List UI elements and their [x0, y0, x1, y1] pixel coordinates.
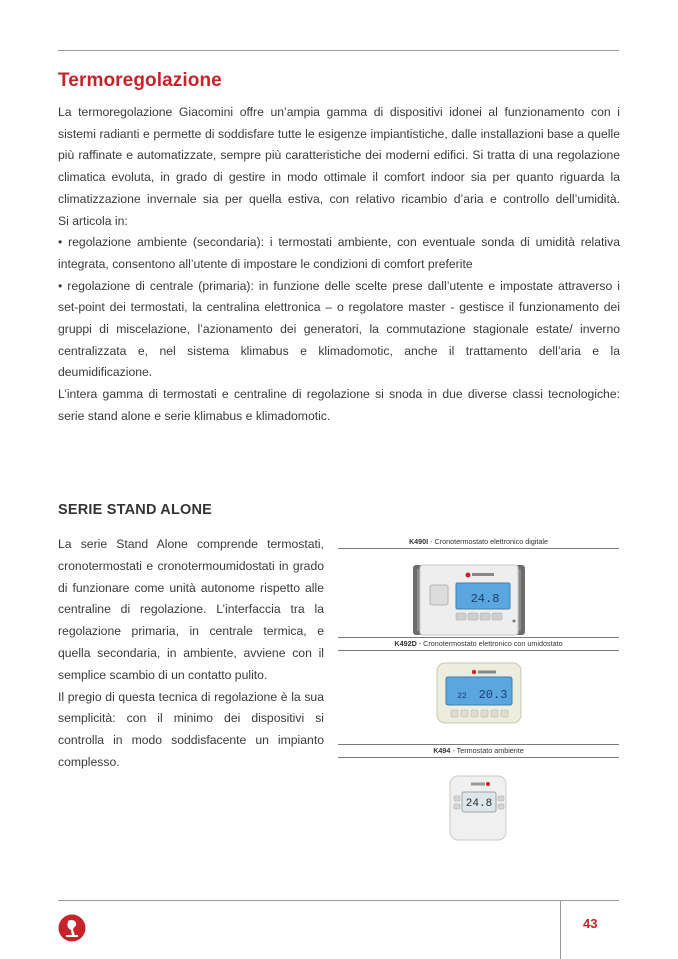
product-caption	[338, 536, 619, 548]
product-image	[338, 758, 619, 848]
product-image	[338, 651, 619, 741]
page-number: 43	[583, 916, 598, 931]
page-title: Termoregolazione	[58, 70, 222, 91]
stand-alone-paragraph: La serie Stand Alone comprende termostati, cronotermostati e cronotermoumidostati in grado di funzionare come unità autonome rispetto alle centraline di regolazione. L’interfaccia tra la regolazione primaria, in centrale termica, e quella secondaria, in ambiente, avviene con il semplice scambio di un contatto pulito.	[58, 537, 324, 682]
footer-rule	[58, 900, 619, 901]
product-display: 20.3	[478, 688, 508, 702]
intro-bullet: • regolazione di centrale (primaria): in funzione delle scelte prese dall’utente e impostate attraverso i set-point dei termostati, la centralina elettronica – o regolatore master - gestisce il funzionamento dei gruppi di miscelazione, l’azionamento dei generatori, la commutazione stagionale estate/ inverno centralizzata e, nel sistema klimabus e klimadomotic, anche il trattamento dell’aria e la deumidificazione.	[58, 278, 620, 380]
product-k490i	[338, 536, 619, 639]
product-k494	[338, 744, 619, 848]
intro-paragraph: L’intera gamma di termostati e centraline di regolazione si snoda in due diverse classi tecnologiche: serie stand alone e serie klimabus e klimadomotic.	[58, 387, 620, 423]
intro-text	[58, 102, 620, 428]
stand-alone-paragraph: Il pregio di questa tecnica di regolazione è la sua semplicità: con il minimo dei dispositivi si controlla in modo soddisfacente un impianto complesso.	[58, 689, 324, 769]
stand-alone-text	[58, 534, 324, 774]
product-display: 24.8	[465, 798, 493, 810]
product-display: 24.8	[470, 592, 500, 606]
header-rule	[58, 50, 619, 51]
svg-text:22: 22	[457, 692, 467, 701]
product-k492d	[338, 637, 619, 741]
product-code: K492D	[394, 639, 417, 648]
product-code: K494	[433, 746, 451, 755]
brand-logo-icon	[58, 914, 86, 942]
intro-paragraph: Si articola in:	[58, 213, 128, 228]
footer-divider	[560, 900, 561, 959]
product-caption	[338, 745, 619, 757]
intro-bullet: • regolazione ambiente (secondaria): i termostati ambiente, con eventuale sonda di umidità relativa integrata, consentono all’utente di impostare le condizioni di comfort preferite	[58, 235, 620, 271]
intro-paragraph: La termoregolazione Giacomini offre un’ampia gamma di dispositivi idonei al funzionamento con i sistemi radianti e permette di soddisfare tutte le esigenze impiantistiche, dalle installazioni base a quelle più raffinate e automatizzate, sempre più caratteristiche dei moderni edifici. Si tratta di una regolazione climatica evoluta, in grado di gestire in modo ottimale il comfort indoor sia per quanto riguarda la climatizzazione invernale sia per quella estiva, con relativo ricambio d’aria e controllo dell’umidità.	[58, 105, 620, 206]
product-caption	[338, 638, 619, 650]
product-image	[338, 549, 619, 639]
product-desc: - Cronotermostato elettronico con umidostato	[416, 639, 563, 648]
product-desc: - Cronotermostato elettronico digitale	[428, 537, 549, 546]
product-desc: - Termostato ambiente	[450, 746, 524, 755]
section-title: SERIE STAND ALONE	[58, 502, 213, 518]
product-code: K490I	[408, 537, 429, 546]
